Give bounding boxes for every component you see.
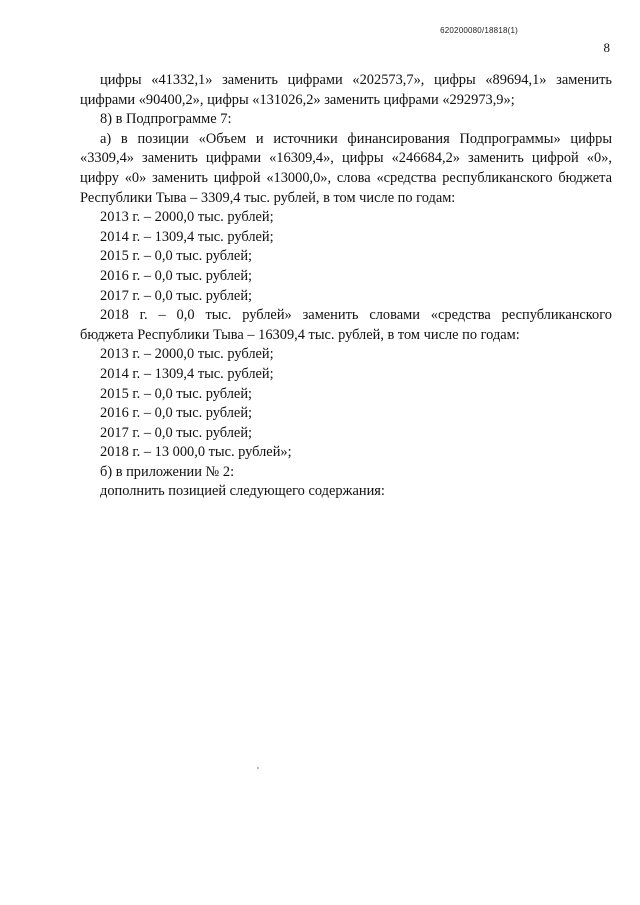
paragraph-replacement — [80, 306, 612, 345]
list-item: 2016 г. – 0,0 тыс. рублей; — [100, 267, 253, 284]
text-line: «3309,4» заменить цифрами «16309,4», цифры «246684,2» заменить цифрой «0», — [80, 150, 612, 167]
list-item: 2017 г. – 0,0 тыс. рублей; — [100, 424, 253, 441]
document-body — [80, 71, 612, 502]
page-number: 8 — [603, 40, 610, 55]
year-list-old — [100, 208, 612, 306]
document-id: 620200080/18818(1) — [440, 26, 518, 35]
list-item: 2015 г. – 0,0 тыс. рублей; — [100, 385, 253, 402]
text-line: Республики Тыва – 3309,4 тыс. рублей, в том числе по годам: — [80, 189, 456, 206]
paragraph-continuation — [80, 71, 612, 110]
text-line: цифры «41332,1» заменить цифрами «202573,7», цифры «89694,1» заменить — [100, 72, 612, 88]
list-item: 2013 г. – 2000,0 тыс. рублей; — [100, 346, 274, 363]
list-item: 2013 г. – 2000,0 тыс. рублей; — [100, 209, 274, 226]
text-line: а) в позиции «Объем и источники финансирования Подпрограммы» цифры — [100, 130, 612, 147]
scan-speck — [257, 767, 259, 769]
text-line: 2018 г. – 0,0 тыс. рублей» заменить словами «средства республиканского — [100, 307, 612, 324]
text-line: цифрами «90400,2», цифры «131026,2» заменить цифрами «292973,9»; — [80, 91, 515, 108]
list-item: 2015 г. – 0,0 тыс. рублей; — [100, 248, 253, 265]
list-item: 2018 г. – 13 000,0 тыс. рублей»; — [100, 444, 292, 461]
text-line: дополнить позицией следующего содержания: — [100, 483, 385, 500]
text-line: цифру «0» заменить цифрой «13000,0», слова «средства республиканского бюджета — [80, 169, 612, 186]
list-item: 2017 г. – 0,0 тыс. рублей; — [100, 287, 253, 304]
text-line: 8) в Подпрограмме 7: — [100, 111, 232, 128]
text-line: бюджета Республики Тыва – 16309,4 тыс. рублей, в том числе по годам: — [80, 326, 520, 343]
year-list-new — [100, 345, 612, 463]
paragraph-position-a — [80, 130, 612, 208]
list-item: 2014 г. – 1309,4 тыс. рублей; — [100, 228, 274, 245]
list-item: 2014 г. – 1309,4 тыс. рублей; — [100, 365, 274, 382]
list-item: 2016 г. – 0,0 тыс. рублей; — [100, 405, 253, 422]
text-line: б) в приложении № 2: — [100, 463, 235, 480]
